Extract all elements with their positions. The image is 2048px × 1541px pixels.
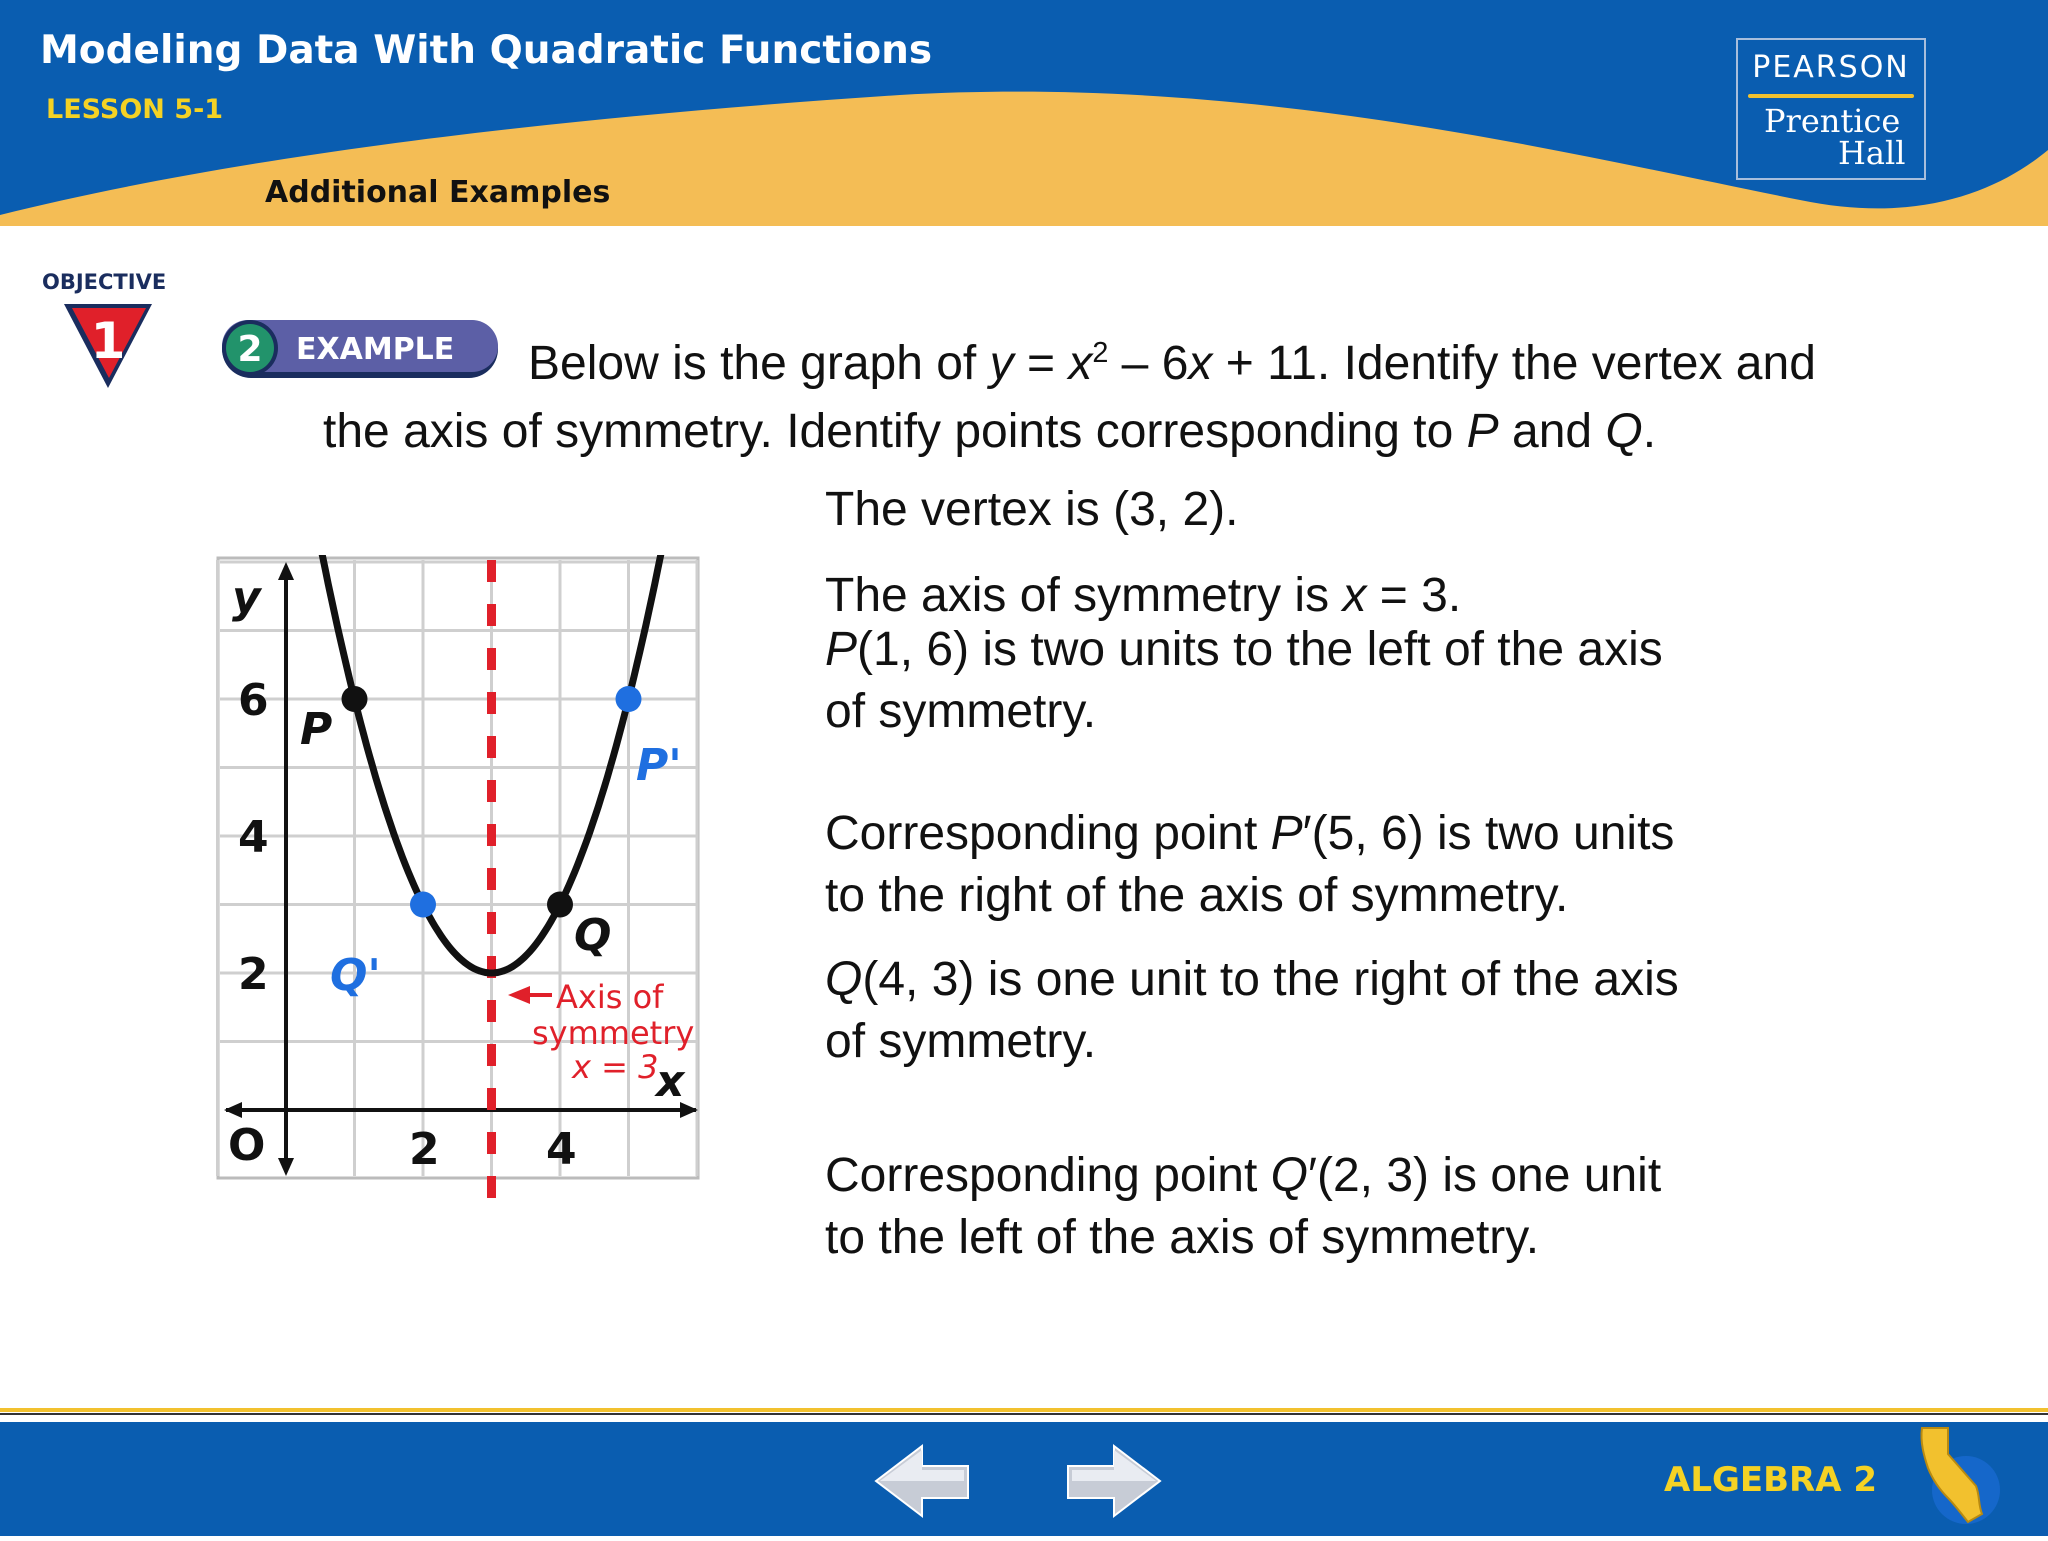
point-p-prime bbox=[616, 686, 642, 712]
point-p bbox=[342, 686, 368, 712]
back-button[interactable] bbox=[872, 1442, 972, 1520]
axis-note-line-1: Axis of bbox=[556, 978, 664, 1016]
point-q-answer-line-1: Q(4, 3) is one unit to the right of the axis bbox=[825, 953, 1679, 1006]
left-arrow-icon bbox=[872, 1442, 972, 1520]
y-tick-label: 6 bbox=[238, 675, 269, 726]
y-tick-label: 2 bbox=[238, 949, 269, 1000]
lesson-title: Modeling Data With Quadratic Functions bbox=[40, 28, 933, 73]
point-q-answer-line-2: of symmetry. bbox=[825, 1015, 1097, 1068]
course-label: ALGEBRA 2 bbox=[1664, 1460, 1878, 1500]
point-q bbox=[547, 892, 573, 918]
point-q-prime bbox=[410, 892, 436, 918]
point-p-answer-line-1: P(1, 6) is two units to the left of the axis bbox=[825, 623, 1663, 676]
point-p-prime-answer-line-2: to the right of the axis of symmetry. bbox=[825, 869, 1569, 922]
question-line-1: Below is the graph of $y = x^2 - 6x + 11$. Identify the vertex and bbox=[528, 337, 1816, 390]
label-p: P bbox=[300, 704, 333, 755]
x-tick-label: 2 bbox=[409, 1124, 440, 1175]
question-line-2: the axis of symmetry. Identify points corresponding to P and Q. bbox=[323, 405, 1657, 458]
vertex-answer: The vertex is (3, 2). bbox=[825, 483, 1239, 536]
point-q-prime-answer-line-2: to the left of the axis of symmetry. bbox=[825, 1211, 1540, 1264]
parabola-graph bbox=[216, 555, 700, 1211]
axis-note-line-2: symmetry bbox=[532, 1014, 695, 1052]
point-p-answer-line-2: of symmetry. bbox=[825, 685, 1097, 738]
origin-label: O bbox=[228, 1120, 266, 1171]
example-label: EXAMPLE bbox=[296, 332, 455, 367]
axis-note-line-3: x = 3 bbox=[572, 1048, 659, 1086]
point-q-prime-answer-line-1: Corresponding point Q′(2, 3) is one unit bbox=[825, 1149, 1662, 1202]
y-tick-label: 4 bbox=[238, 812, 269, 863]
label-q-prime: Q' bbox=[330, 950, 381, 1001]
publisher-logo: PEARSON Prentice Hall bbox=[1736, 38, 1926, 180]
next-button[interactable] bbox=[1064, 1442, 1164, 1520]
y-axis-label: y bbox=[232, 572, 261, 623]
svg-text:1: 1 bbox=[90, 312, 126, 370]
point-p-prime-answer-line-1: Corresponding point P′(5, 6) is two units bbox=[825, 807, 1675, 860]
state-outline-icon bbox=[1908, 1424, 2000, 1528]
objective-label: OBJECTIVE bbox=[42, 270, 167, 294]
example-number: 2 bbox=[237, 329, 263, 370]
objective-badge bbox=[30, 264, 180, 394]
label-p-prime: P' bbox=[636, 740, 682, 791]
objective-triangle-icon bbox=[62, 298, 162, 398]
lesson-number: LESSON 5-1 bbox=[46, 94, 224, 125]
x-axis-label: x bbox=[656, 1056, 685, 1107]
example-badge bbox=[218, 316, 502, 384]
section-subtitle: Additional Examples bbox=[265, 175, 611, 210]
right-arrow-icon bbox=[1064, 1442, 1164, 1520]
label-q: Q bbox=[574, 910, 612, 961]
x-tick-label: 4 bbox=[546, 1124, 577, 1175]
axis-answer: The axis of symmetry is x = 3. bbox=[825, 569, 1462, 622]
